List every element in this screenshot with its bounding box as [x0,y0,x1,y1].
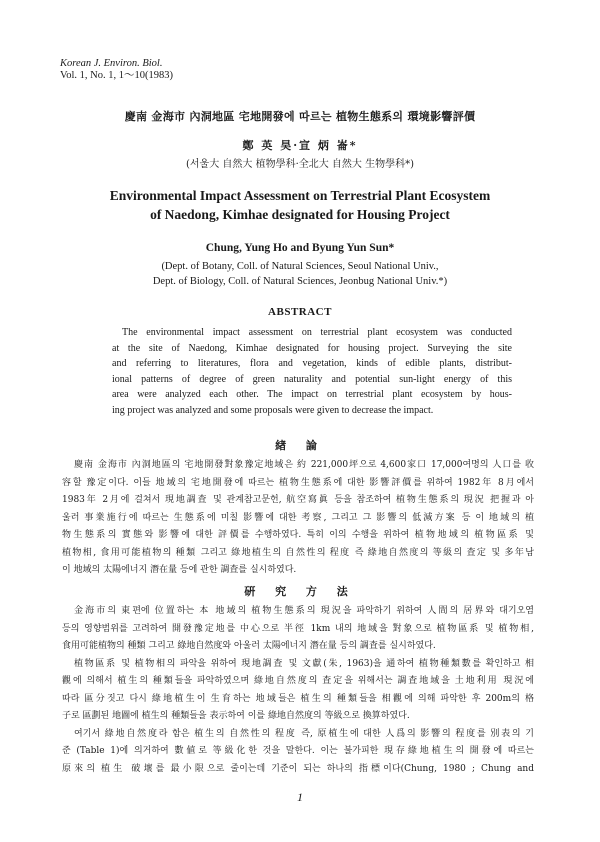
methods-line: 觀에 의해서 植生의 種類들을 파악하였으며 綠地自然度의 査定을 위해서는 調査地域을 土地利用 現況에 [62,676,534,686]
methods-line: 등의 영향범위를 고려하여 開發豫定地를 中心으로 半徑 1km 내의 地域을 對象으로 植物區系 및 植物相, [62,623,534,634]
authors-korean: 鄭 英 昊·宣 炳 崙* [242,139,358,152]
methods-line: 原來의 植生 破壞를 最小限으로 줄이는데 기준이 되는 하나의 指標이다(Chung, 1980 ; Chung and [62,763,534,774]
intro-line: 物生態系의 實態와 影響에 대한 評價를 수행하였다. 특히 이의 수행을 위하여 植物地域의 植物區系 및 [62,530,534,540]
affiliation-korean: (서울大 自然大 植物學科·全北大 自然大 生物學科*) [185,159,415,170]
methods-line: 食用可能植物의 種類 그리고 綠地自然度와 아울러 太陽에너지 潛在量 등의 調査를 실시하였다. [62,641,436,651]
abstract-line: area were analyzed each other. The impact on terrestrial plant ecosystem by hous- [112,389,512,400]
methods-line: 따라 區分짓고 다시 綠地植生이 生育하는 地域들은 植生의 種類들을 相觀에 의해 파악한 후 200m의 格 [62,693,534,704]
intro-line: 울러 事業施行에 따르는 生態系에 미칠 影響에 대한 考察, 그리고 그 影響의 低減方案 등 이 地域의 植 [62,512,534,523]
intro-line: 이 地域의 太陽에너지 潛在量 등에 관한 調査를 실시하였다. [62,565,297,575]
authors-english: Chung, Yung Ho and Byung Yun Sun* [205,242,395,254]
affiliation-english-line: Dept. of Biology, Coll. of Natural Sciences, Jeonbug National Univ.*) [152,276,448,287]
journal-name: Korean J. Environ. Biol. [60,58,163,69]
journal-volume: Vol. 1, No. 1, 1～10(1983) [60,70,173,81]
methods-line: 金海市의 東편에 位置하는 本 地域의 植物生態系의 現況을 파악하기 위하여 人間의 居界와 대기오염 [74,606,534,616]
intro-line: 植物相, 食用可能植物의 種類 그리고 綠地植生의 自然性의 程度 즉 綠地自然度의 等級의 査定 및 多年남 [62,547,534,558]
methods-line: 子로 區劃된 地圖에 植生의 種類들을 表示하여 이를 綠地自然度의 等級으로 換算하였다. [62,711,410,721]
methods-heading: 硏 究 方 法 [244,585,356,598]
title-english-line: Environmental Impact Assessment on Terrestrial Plant Ecosystem [109,188,491,203]
title-english [40,186,560,224]
intro-line: 慶南 金海市 內洞地區의 宅地開發對象豫定地域은 約 221,000坪으로 4,600家口 17,000여명의 人口를 收 [74,460,534,470]
intro-line: 1983年 2月에 걸쳐서 現地調査 및 관계참고문헌, 航空寫眞 등을 참조하여 植物生態系의 現況 把握과 아 [62,495,534,505]
title-english-line: of Naedong, Kimhae designated for Housing Project [150,207,450,222]
journal-header [60,58,173,82]
methods-body [62,603,534,778]
methods-line: 植物區系 및 植物相의 파악을 위하여 現地調査 및 文獻(朱, 1963)을 通하여 植物種類數를 확인하고 相 [74,658,534,669]
intro-line: 容할 豫定이다. 이들 地域의 宅地開發에 따르는 植物生態系에 대한 影響評價를 위하여 1982年 8月에서 [62,477,534,488]
abstract-line: The environmental impact assessment on terrestrial plant ecosystem was conducted [122,327,512,338]
abstract-line: at the site of Naedong, Kimhae designated for housing project. Surveying the site [112,342,512,354]
methods-line: 여기서 綠地自然度라 함은 植生의 自然性의 程度 즉, 原植生에 대한 人爲의 影響의 程度를 別表의 기 [74,728,534,739]
abstract-line: and referring to literatures, flora and vegetation, kinds of edible plants, distribut- [112,358,512,369]
title-korean: 慶南 金海市 內洞地區 宅地開發에 따르는 植物生態系의 環境影響評價 [124,110,476,123]
intro-body [62,457,534,580]
abstract-line: ing project was analyzed and some proposals were given to decrease the impact. [112,404,434,416]
affiliation-english [40,259,560,289]
affiliation-english-line: (Dept. of Botany, Coll. of Natural Sciences, Seoul National Univ., [161,261,439,272]
page-number: 1 [297,790,303,804]
intro-heading: 緖 論 [275,439,325,452]
abstract-heading: ABSTRACT [268,306,332,318]
abstract-body [112,325,512,418]
methods-line: 준 (Table 1)에 의거하여 數値로 等級化한 것을 말한다. 이는 불가피한 現存綠地植生의 開發에 따르는 [62,746,534,756]
abstract-line: ional patterns of degree of green naturality and potential sun-light energy of this [112,373,512,385]
